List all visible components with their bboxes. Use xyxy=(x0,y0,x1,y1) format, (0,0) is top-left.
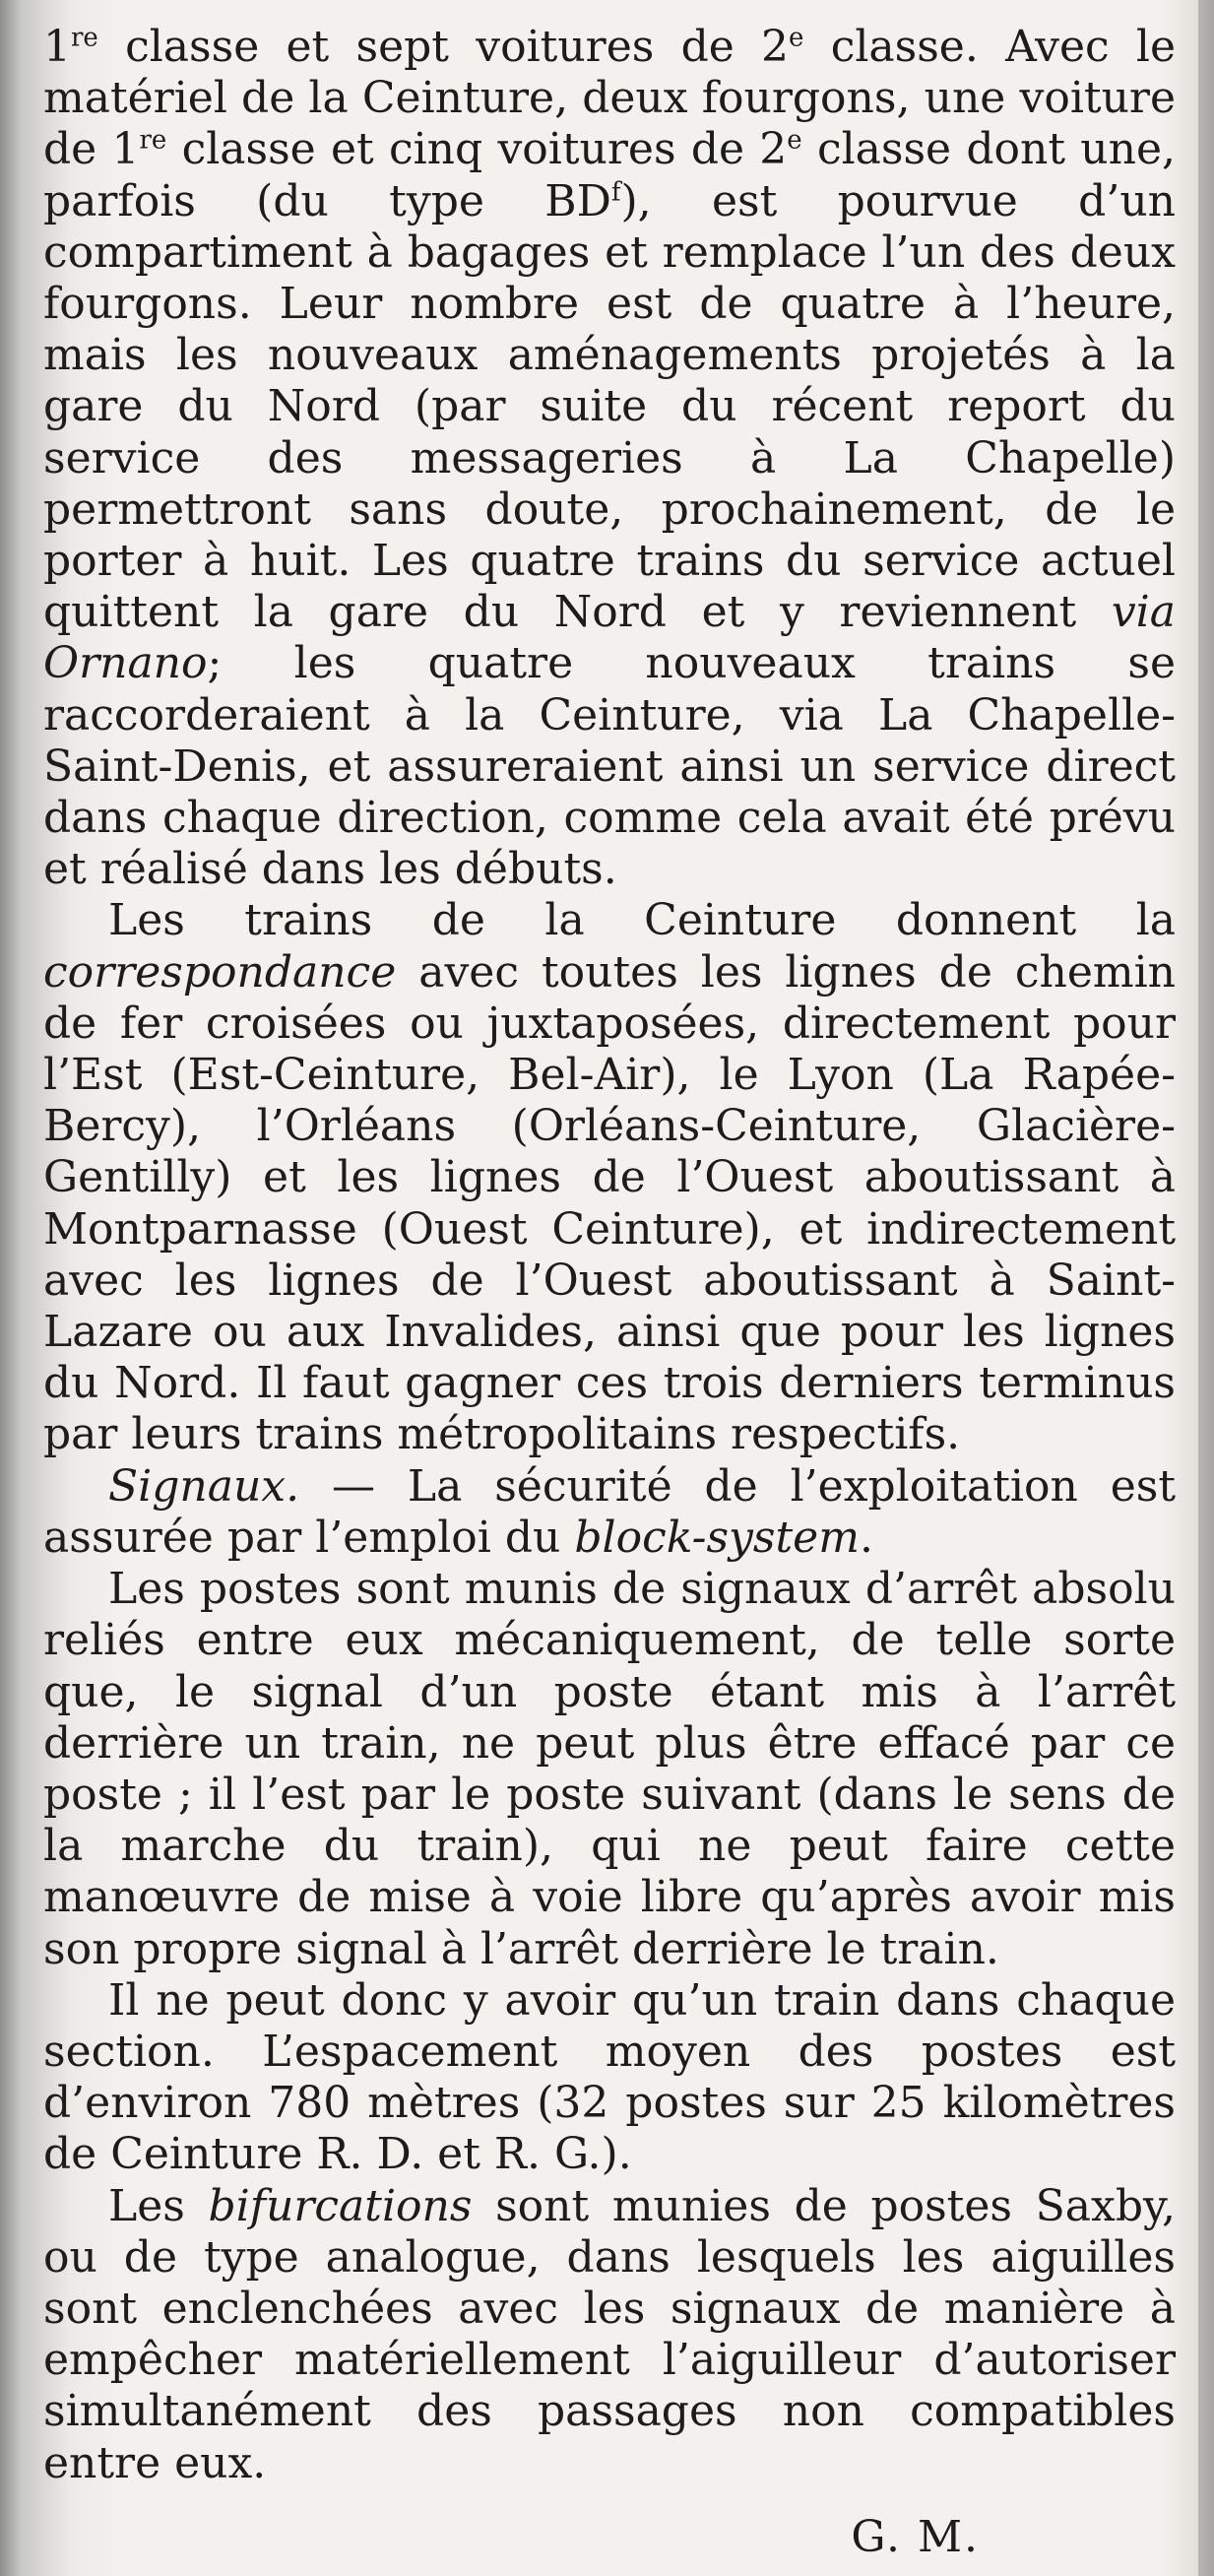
text-segment: classe et sept voitures de 2 xyxy=(97,22,790,72)
superscript: e xyxy=(789,23,804,53)
section-heading: Signaux. xyxy=(108,1460,300,1512)
paragraph-postes xyxy=(43,1564,1176,1975)
text-segment: classe et cinq voitures de 2 xyxy=(166,124,788,175)
superscript: re xyxy=(139,125,167,156)
text-segment: sont munies de postes Saxby, ou de type analogue, dans lesquels les aiguilles sont enclenchées avec les signaux de manière à empêcher matériellement l’aiguilleur d’autoriser simultanément des passages non compatibles entre eux. xyxy=(43,2180,1176,2488)
text-segment: — La sécurité de l’exploitation est assurée par l’emploi du xyxy=(43,1460,1176,1563)
superscript: re xyxy=(71,23,98,53)
page-binding-edge xyxy=(1198,0,1214,2576)
text-segment: Les postes sont munis de signaux d’arrêt absolu reliés entre eux mécaniquement, de telle sorte que, le signal d’un poste étant mis à l’arrêt derrière un train, ne peut plus être effacé par ce poste ; il l’est par le poste suivant (dans le sens de la marche du train), qui ne peut faire cette manœuvre de mise à voie libre qu’après avoir mis son propre signal à l’arrêt derrière le train. xyxy=(43,1564,1176,1974)
paragraph-rolling-stock xyxy=(43,22,1176,895)
italic-segment: correspondance xyxy=(43,946,397,998)
superscript: f xyxy=(610,176,621,207)
superscript: e xyxy=(787,125,802,156)
text-segment: . xyxy=(859,1512,873,1563)
paragraph-correspondance xyxy=(43,895,1176,1460)
italic-segment: bifurcations xyxy=(208,2180,473,2231)
italic-segment: block-system xyxy=(574,1512,860,1563)
text-segment: Les xyxy=(108,2180,209,2231)
paragraph-signaux-heading xyxy=(43,1461,1176,1564)
paragraph-bifurcations xyxy=(43,2181,1176,2489)
text-segment: ; les quatre nouveaux trains se raccorderaient à la Ceinture, via La Chapelle-Saint-Denis, et assureraient ainsi un service direct dans chaque direction, comme cela avait été prévu et réalisé dans les débuts. xyxy=(43,638,1176,895)
text-segment: classe dont une, parfois (du type BD xyxy=(43,124,1176,226)
text-segment: ), est pourvue d’un compartiment à bagages et remplace l’un des deux fourgons. Leur nombre est de quatre à l’heure, mais les nouveaux aménagements projetés à la gare du Nord (par suite du récent report du service des messageries à La Chapelle) permettront sans doute, prochainement, de le porter à huit. Les quatre trains du service actuel quittent la gare du Nord et y reviennent xyxy=(43,175,1176,638)
paragraph-espacement xyxy=(43,1975,1176,2181)
text-segment: Les trains de la Ceinture donnent la xyxy=(108,895,1176,946)
author-signature: G. M. xyxy=(851,2512,980,2562)
text-segment: avec toutes les lignes de chemin de fer croisées ou juxtaposées, directement pour l’Est (Est-Ceinture, Bel-Air), le Lyon (La Rapée-Bercy), l’Orléans (Orléans-Ceinture, Glacière-Gentilly) et les lignes de l’Ouest aboutissant à Montparnasse (Ouest Ceinture), et indirectement avec les lignes de l’Ouest aboutissant à Saint-Lazare ou aux Invalides, ainsi que pour les lignes du Nord. Il faut gagner ces trois derniers terminus par leurs trains métropolitains respectifs. xyxy=(43,946,1176,1460)
text-segment: Il ne peut donc y avoir qu’un train dans chaque section. L’espacement moyen des postes est d’environ 780 mètres (32 postes sur 25 kilomètres de Ceinture R. D. et R. G.). xyxy=(43,1974,1176,2180)
text-segment: classe. Avec le matériel de la Ceinture, deux fourgons, une voiture de 1 xyxy=(43,22,1177,175)
italic-segment: via Ornano xyxy=(43,587,1176,689)
text-segment: 1 xyxy=(43,22,71,72)
article-body xyxy=(43,22,1176,2489)
